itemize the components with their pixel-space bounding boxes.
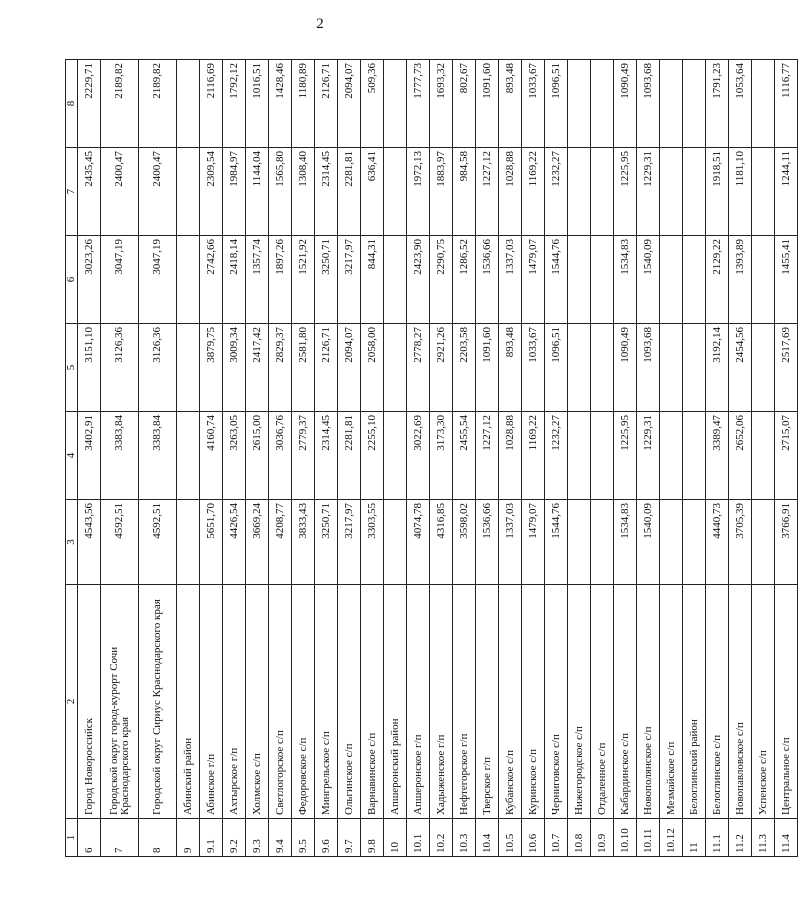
value-cell: 1337,03 <box>499 236 522 324</box>
value-cell: 3047,19 <box>101 236 139 324</box>
value-cell: 1337,03 <box>499 500 522 585</box>
value-cell: 1792,12 <box>223 60 246 148</box>
value-cell <box>660 412 683 500</box>
table-row <box>775 60 798 857</box>
value-cell: 1544,76 <box>545 500 568 585</box>
column-number-header: 3 <box>66 500 78 585</box>
value-cell: 1244,11 <box>775 148 798 236</box>
row-number-cell: 10.12 <box>660 819 683 857</box>
value-cell: 2290,75 <box>430 236 453 324</box>
value-cell: 2094,07 <box>338 324 361 412</box>
table-row <box>139 60 177 857</box>
value-cell: 3036,76 <box>269 412 292 500</box>
row-number-cell: 10.7 <box>545 819 568 857</box>
value-cell: 1777,73 <box>407 60 430 148</box>
value-cell <box>660 148 683 236</box>
value-cell: 4160,74 <box>200 412 223 500</box>
value-cell <box>752 500 775 585</box>
municipality-name-cell: Мезмайское с/п <box>660 585 683 819</box>
value-cell: 2921,26 <box>430 324 453 412</box>
value-cell: 3402,91 <box>78 412 101 500</box>
municipality-name-cell: Тверское г/п <box>476 585 499 819</box>
value-cell: 893,48 <box>499 60 522 148</box>
value-cell <box>591 500 614 585</box>
column-number-header: 4 <box>66 412 78 500</box>
value-cell: 1016,51 <box>246 60 269 148</box>
value-cell: 3383,84 <box>101 412 139 500</box>
municipality-name-cell: Абинское г/п <box>200 585 223 819</box>
value-cell: 3022,69 <box>407 412 430 500</box>
row-number-cell: 10.5 <box>499 819 522 857</box>
municipality-name-cell: Апшеронский район <box>384 585 407 819</box>
table-row <box>752 60 775 857</box>
value-cell <box>177 60 200 148</box>
value-cell <box>660 60 683 148</box>
value-cell: 1565,80 <box>269 148 292 236</box>
value-cell: 2652,06 <box>729 412 752 500</box>
value-cell <box>752 324 775 412</box>
value-cell: 2281,81 <box>338 148 361 236</box>
municipality-name-cell: Кабардинское с/п <box>614 585 637 819</box>
value-cell: 509,36 <box>361 60 384 148</box>
row-number-cell: 10.6 <box>522 819 545 857</box>
value-cell: 1169,22 <box>522 148 545 236</box>
value-cell: 1521,92 <box>292 236 315 324</box>
value-cell: 802,67 <box>453 60 476 148</box>
value-cell: 3126,36 <box>101 324 139 412</box>
value-cell <box>384 236 407 324</box>
value-cell: 3126,36 <box>139 324 177 412</box>
value-cell: 4440,73 <box>706 500 729 585</box>
value-cell: 1180,89 <box>292 60 315 148</box>
value-cell: 4426,54 <box>223 500 246 585</box>
value-cell: 2829,37 <box>269 324 292 412</box>
table-row <box>499 60 522 857</box>
value-cell: 1093,68 <box>637 324 660 412</box>
table-row <box>246 60 269 857</box>
value-cell: 2715,07 <box>775 412 798 500</box>
value-cell: 2126,71 <box>315 60 338 148</box>
value-cell <box>683 412 706 500</box>
value-cell <box>591 412 614 500</box>
value-cell: 1232,27 <box>545 412 568 500</box>
municipality-name-cell: Ахтырское г/п <box>223 585 246 819</box>
value-cell <box>660 500 683 585</box>
value-cell: 2417,42 <box>246 324 269 412</box>
table-row <box>637 60 660 857</box>
table-row <box>591 60 614 857</box>
value-cell <box>384 500 407 585</box>
value-cell: 1090,49 <box>614 324 637 412</box>
value-cell: 2058,00 <box>361 324 384 412</box>
table-row <box>223 60 246 857</box>
value-cell: 1286,52 <box>453 236 476 324</box>
municipality-name-cell: Абинский район <box>177 585 200 819</box>
value-cell <box>591 324 614 412</box>
value-cell: 1225,95 <box>614 412 637 500</box>
value-cell: 1225,95 <box>614 148 637 236</box>
value-cell <box>683 324 706 412</box>
row-number-cell: 7 <box>101 819 139 857</box>
value-cell: 636,41 <box>361 148 384 236</box>
municipality-name-cell: Нефтегорское г/п <box>453 585 476 819</box>
value-cell: 1534,83 <box>614 500 637 585</box>
row-number-cell: 9.4 <box>269 819 292 857</box>
value-cell: 2309,54 <box>200 148 223 236</box>
value-cell <box>177 500 200 585</box>
column-number-header: 7 <box>66 148 78 236</box>
row-number-cell: 11.3 <box>752 819 775 857</box>
page-number: 2 <box>316 16 324 32</box>
value-cell: 1093,68 <box>637 60 660 148</box>
value-cell <box>591 236 614 324</box>
value-cell: 1536,66 <box>476 236 499 324</box>
value-cell: 2126,71 <box>315 324 338 412</box>
value-cell: 1428,46 <box>269 60 292 148</box>
value-cell: 2203,58 <box>453 324 476 412</box>
row-number-cell: 11 <box>683 819 706 857</box>
value-cell <box>177 324 200 412</box>
municipality-name-cell: Хадыженское г/п <box>430 585 453 819</box>
municipality-name-cell: Новополянское с/п <box>637 585 660 819</box>
table-row <box>614 60 637 857</box>
value-cell: 1540,09 <box>637 500 660 585</box>
value-cell: 844,31 <box>361 236 384 324</box>
value-cell: 1090,49 <box>614 60 637 148</box>
value-cell: 1972,13 <box>407 148 430 236</box>
value-cell: 3383,84 <box>139 412 177 500</box>
value-cell: 2255,10 <box>361 412 384 500</box>
value-cell: 1033,67 <box>522 324 545 412</box>
value-cell: 1096,51 <box>545 60 568 148</box>
value-cell: 2454,56 <box>729 324 752 412</box>
column-number-header: 8 <box>66 60 78 148</box>
municipality-name-cell: Отдаленное с/п <box>591 585 614 819</box>
value-cell: 2400,47 <box>139 148 177 236</box>
row-number-cell: 8 <box>139 819 177 857</box>
table-row <box>292 60 315 857</box>
row-number-cell: 6 <box>78 819 101 857</box>
row-number-cell: 9.6 <box>315 819 338 857</box>
table-row <box>430 60 453 857</box>
row-number-cell: 10.3 <box>453 819 476 857</box>
rotated-table-container <box>65 60 792 857</box>
value-cell: 2423,90 <box>407 236 430 324</box>
value-cell: 1540,09 <box>637 236 660 324</box>
value-cell: 3879,75 <box>200 324 223 412</box>
row-number-cell: 10.2 <box>430 819 453 857</box>
value-cell <box>752 412 775 500</box>
row-number-cell: 9.8 <box>361 819 384 857</box>
value-cell <box>384 324 407 412</box>
value-cell: 1229,31 <box>637 412 660 500</box>
value-cell: 2129,22 <box>706 236 729 324</box>
table-row <box>407 60 430 857</box>
value-cell: 2189,82 <box>101 60 139 148</box>
value-cell: 2615,00 <box>246 412 269 500</box>
value-cell <box>568 148 591 236</box>
value-cell <box>568 60 591 148</box>
value-cell: 4592,51 <box>101 500 139 585</box>
value-cell <box>683 236 706 324</box>
value-cell: 1169,22 <box>522 412 545 500</box>
row-number-cell: 11.1 <box>706 819 729 857</box>
value-cell: 3598,02 <box>453 500 476 585</box>
value-cell <box>660 236 683 324</box>
value-cell <box>752 236 775 324</box>
table-row <box>683 60 706 857</box>
value-cell: 2435,45 <box>78 148 101 236</box>
municipality-name-cell: Белоглинский район <box>683 585 706 819</box>
value-cell: 3766,91 <box>775 500 798 585</box>
value-cell <box>591 60 614 148</box>
value-cell: 3250,71 <box>315 236 338 324</box>
value-cell: 1091,60 <box>476 60 499 148</box>
value-cell <box>384 148 407 236</box>
table-row <box>315 60 338 857</box>
value-cell: 1357,74 <box>246 236 269 324</box>
value-cell <box>568 412 591 500</box>
value-cell: 1393,89 <box>729 236 752 324</box>
value-cell: 1308,40 <box>292 148 315 236</box>
value-cell: 3023,26 <box>78 236 101 324</box>
table-row <box>200 60 223 857</box>
row-number-cell: 10.8 <box>568 819 591 857</box>
value-cell: 2779,37 <box>292 412 315 500</box>
value-cell: 1883,97 <box>430 148 453 236</box>
value-cell <box>660 324 683 412</box>
value-cell: 3250,71 <box>315 500 338 585</box>
table-row <box>177 60 200 857</box>
table-row <box>101 60 139 857</box>
value-cell: 2400,47 <box>101 148 139 236</box>
value-cell: 2116,69 <box>200 60 223 148</box>
value-cell: 2581,80 <box>292 324 315 412</box>
table-row <box>338 60 361 857</box>
table-row <box>269 60 292 857</box>
value-cell: 1028,88 <box>499 412 522 500</box>
value-cell <box>177 412 200 500</box>
value-cell: 3047,19 <box>139 236 177 324</box>
value-cell <box>384 60 407 148</box>
value-cell: 1693,32 <box>430 60 453 148</box>
value-cell <box>683 60 706 148</box>
value-cell: 1229,31 <box>637 148 660 236</box>
value-cell: 1544,76 <box>545 236 568 324</box>
row-number-cell: 10.4 <box>476 819 499 857</box>
value-cell: 3009,34 <box>223 324 246 412</box>
value-cell: 1536,66 <box>476 500 499 585</box>
row-number-cell: 10.9 <box>591 819 614 857</box>
row-number-cell: 9.5 <box>292 819 315 857</box>
value-cell: 3705,39 <box>729 500 752 585</box>
municipality-name-cell: Ольгинское с/п <box>338 585 361 819</box>
value-cell: 1791,23 <box>706 60 729 148</box>
column-number-header: 1 <box>66 819 78 857</box>
value-cell: 1479,07 <box>522 500 545 585</box>
value-cell: 3151,10 <box>78 324 101 412</box>
row-number-cell: 9 <box>177 819 200 857</box>
value-cell: 1984,97 <box>223 148 246 236</box>
row-number-cell: 10 <box>384 819 407 857</box>
value-cell: 2517,69 <box>775 324 798 412</box>
municipality-name-cell: Светлогорское с/п <box>269 585 292 819</box>
municipality-name-cell: Черниговское с/п <box>545 585 568 819</box>
value-cell: 5651,70 <box>200 500 223 585</box>
municipality-name-cell: Апшеронское г/п <box>407 585 430 819</box>
value-cell: 3263,05 <box>223 412 246 500</box>
value-cell: 1181,10 <box>729 148 752 236</box>
value-cell: 3833,43 <box>292 500 315 585</box>
municipality-name-cell: Город Новороссийск <box>78 585 101 819</box>
value-cell: 2418,14 <box>223 236 246 324</box>
value-cell: 3389,47 <box>706 412 729 500</box>
column-number-header: 2 <box>66 585 78 819</box>
value-cell: 2229,71 <box>78 60 101 148</box>
value-cell: 1227,12 <box>476 412 499 500</box>
municipality-name-cell: Холмское с/п <box>246 585 269 819</box>
table-row <box>545 60 568 857</box>
row-number-cell: 10.1 <box>407 819 430 857</box>
value-cell: 1096,51 <box>545 324 568 412</box>
row-number-cell: 9.3 <box>246 819 269 857</box>
value-cell: 893,48 <box>499 324 522 412</box>
value-cell <box>683 500 706 585</box>
value-cell: 2778,27 <box>407 324 430 412</box>
table-row <box>384 60 407 857</box>
municipality-name-cell: Кубанское с/п <box>499 585 522 819</box>
value-cell <box>568 236 591 324</box>
municipality-name-cell: Варнавинское с/п <box>361 585 384 819</box>
row-number-cell: 9.1 <box>200 819 223 857</box>
value-cell: 1455,41 <box>775 236 798 324</box>
municipality-name-cell: Центральное с/п <box>775 585 798 819</box>
table-row <box>706 60 729 857</box>
value-cell: 1918,51 <box>706 148 729 236</box>
value-cell: 4543,56 <box>78 500 101 585</box>
row-number-cell: 9.2 <box>223 819 246 857</box>
value-cell: 4074,78 <box>407 500 430 585</box>
table-row <box>729 60 752 857</box>
value-cell: 2742,66 <box>200 236 223 324</box>
value-cell <box>384 412 407 500</box>
value-cell: 1534,83 <box>614 236 637 324</box>
value-cell: 2314,45 <box>315 412 338 500</box>
value-cell: 1479,07 <box>522 236 545 324</box>
value-cell: 4316,85 <box>430 500 453 585</box>
value-cell: 1028,88 <box>499 148 522 236</box>
value-cell: 3217,97 <box>338 236 361 324</box>
municipality-name-cell: Успенское с/п <box>752 585 775 819</box>
municipality-name-cell: Куринское с/п <box>522 585 545 819</box>
value-cell: 984,58 <box>453 148 476 236</box>
value-cell: 4592,51 <box>139 500 177 585</box>
row-number-cell: 9.7 <box>338 819 361 857</box>
row-number-cell: 11.2 <box>729 819 752 857</box>
value-cell: 1144,04 <box>246 148 269 236</box>
table-row <box>453 60 476 857</box>
municipality-name-cell: Федоровское с/п <box>292 585 315 819</box>
table-row <box>522 60 545 857</box>
value-cell <box>752 148 775 236</box>
table-row <box>476 60 499 857</box>
value-cell: 3173,30 <box>430 412 453 500</box>
row-number-cell: 11.4 <box>775 819 798 857</box>
table-row <box>361 60 384 857</box>
table-row <box>568 60 591 857</box>
municipality-name-cell: Белоглинское с/п <box>706 585 729 819</box>
table-row <box>660 60 683 857</box>
value-cell: 1033,67 <box>522 60 545 148</box>
value-cell: 4208,77 <box>269 500 292 585</box>
value-cell: 2314,45 <box>315 148 338 236</box>
municipality-name-cell: Городской округ Сириус Краснодарского края <box>139 585 177 819</box>
column-number-header: 5 <box>66 324 78 412</box>
value-cell <box>683 148 706 236</box>
value-cell <box>177 148 200 236</box>
value-cell: 3217,97 <box>338 500 361 585</box>
tariff-table <box>65 59 798 857</box>
municipality-name-cell: Нижегородское с/п <box>568 585 591 819</box>
value-cell <box>568 324 591 412</box>
table-header-row <box>66 60 78 857</box>
municipality-name-cell: Городской округ город-курорт Сочи Краснодарского края <box>101 585 139 819</box>
value-cell: 2455,54 <box>453 412 476 500</box>
value-cell: 1091,60 <box>476 324 499 412</box>
value-cell <box>752 60 775 148</box>
value-cell: 1897,26 <box>269 236 292 324</box>
value-cell: 2281,81 <box>338 412 361 500</box>
value-cell: 3669,24 <box>246 500 269 585</box>
column-number-header: 6 <box>66 236 78 324</box>
row-number-cell: 10.10 <box>614 819 637 857</box>
value-cell <box>568 500 591 585</box>
value-cell: 1116,77 <box>775 60 798 148</box>
value-cell: 1227,12 <box>476 148 499 236</box>
municipality-name-cell: Мингрельское с/п <box>315 585 338 819</box>
value-cell: 1053,64 <box>729 60 752 148</box>
value-cell: 2189,82 <box>139 60 177 148</box>
value-cell: 3303,55 <box>361 500 384 585</box>
table-row <box>78 60 101 857</box>
value-cell <box>177 236 200 324</box>
row-number-cell: 10.11 <box>637 819 660 857</box>
municipality-name-cell: Новопавловское с/п <box>729 585 752 819</box>
value-cell: 1232,27 <box>545 148 568 236</box>
value-cell: 2094,07 <box>338 60 361 148</box>
value-cell <box>591 148 614 236</box>
value-cell: 3192,14 <box>706 324 729 412</box>
